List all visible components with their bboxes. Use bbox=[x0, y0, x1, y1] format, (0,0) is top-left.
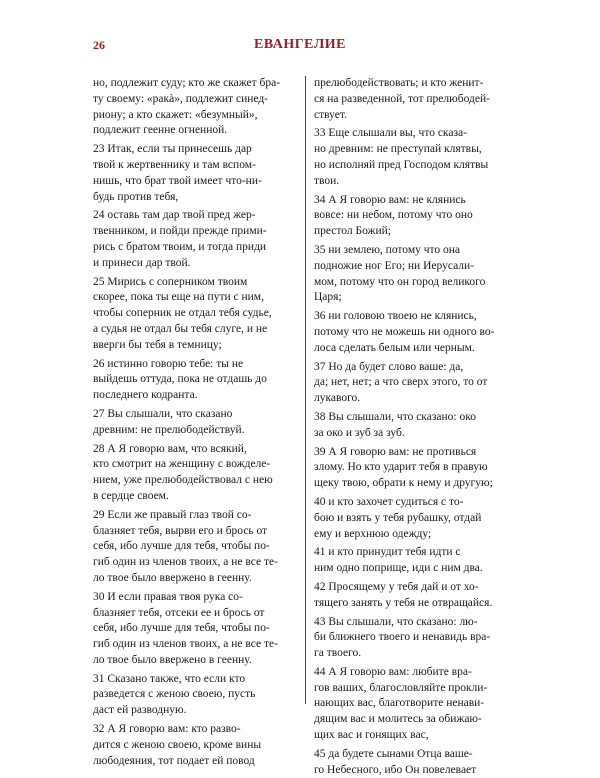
text-line: дится с женою своею, кроме вины bbox=[93, 738, 262, 751]
text-line: но древним: не преступай клятвы, bbox=[314, 143, 482, 156]
left-column bbox=[93, 76, 296, 769]
verse-block bbox=[314, 360, 507, 407]
verse-block bbox=[314, 545, 507, 577]
verse-block bbox=[93, 442, 296, 505]
text-line: щеку твою, обрати к нему и другую; bbox=[314, 477, 493, 490]
text-line: ним одно поприще, иди с ним два. bbox=[314, 562, 483, 575]
text-line: ту своему: «ракà», подлежит синед- bbox=[93, 92, 269, 105]
text-line: вверги бы тебя в темницу; bbox=[93, 338, 222, 351]
page-number: 26 bbox=[93, 38, 105, 52]
text-line: разведется с женою своею, пусть bbox=[93, 688, 256, 701]
text-line: би ближнего твоего и ненавидь вра- bbox=[314, 631, 491, 644]
verse-block bbox=[314, 309, 507, 356]
text-line: 45 да будете сынами Отца ваше- bbox=[314, 747, 473, 760]
text-line: щих вас и гонящих вас, bbox=[314, 729, 429, 742]
column-divider bbox=[305, 76, 306, 704]
text-line: 28 А Я говорю вам, что всякий, bbox=[93, 442, 247, 455]
text-line: любодеяния, тот подает ей повод bbox=[93, 754, 255, 767]
text-line: даст ей разводную. bbox=[93, 704, 187, 717]
text-line: га твоего. bbox=[314, 647, 362, 660]
text-line: нием, уже прелюбодействовал с нею bbox=[93, 474, 273, 487]
text-line: а судья не отдал бы тебя слуге, и не bbox=[93, 322, 268, 335]
verse-block bbox=[314, 445, 507, 492]
text-line: блазняет тебя, отсеки ее и брось от bbox=[93, 606, 265, 619]
text-line: ся на разведенной, тот прелюбодей- bbox=[314, 92, 490, 105]
running-title: ЕВАНГЕЛИЕ bbox=[253, 37, 346, 52]
text-line: лоса сделать белым или черным. bbox=[314, 341, 475, 354]
text-line: подлежит геенне огненной. bbox=[93, 124, 228, 137]
verse-block bbox=[314, 615, 507, 662]
text-line: и принеси дар твой. bbox=[93, 256, 191, 269]
text-line: 39 А Я говорю вам: не противься bbox=[314, 445, 477, 458]
verse-block bbox=[93, 208, 296, 271]
text-line: рись с братом твоим, и тогда приди bbox=[93, 240, 267, 253]
text-line: 43 Вы слышали, что сказано: лю- bbox=[314, 615, 478, 628]
text-line: риону; а кто скажет: «безумный», bbox=[93, 108, 258, 121]
text-line: нающих вас, благотворите ненави- bbox=[314, 697, 485, 710]
right-column bbox=[314, 76, 507, 778]
text-line: скорее, пока ты еще на пути с ним, bbox=[93, 291, 264, 304]
text-line: 33 Еще слышали вы, что сказа- bbox=[314, 127, 467, 140]
text-line: в сердце своем. bbox=[93, 489, 169, 502]
text-line: 30 И если правая твоя рука со- bbox=[93, 590, 243, 603]
text-line: 25 Мирись с соперником твоим bbox=[93, 275, 248, 288]
text-line: 36 ни головою твоею не клянись, bbox=[314, 310, 477, 323]
text-line: 24 оставь там дар твой пред жер- bbox=[93, 209, 256, 222]
text-line: ло твое было ввержено в геенну. bbox=[93, 571, 252, 584]
text-line: но, подлежит суду; кто же скажет бра- bbox=[93, 77, 281, 89]
text-line: ствует. bbox=[314, 108, 347, 121]
verse-block bbox=[93, 722, 296, 769]
text-line: 23 Итак, если ты принесешь дар bbox=[93, 143, 252, 156]
text-line: выйдешь оттуда, пока не отдашь до bbox=[93, 373, 267, 386]
text-line: 44 А Я говорю вам: любите вра- bbox=[314, 665, 472, 678]
verse-block bbox=[93, 275, 296, 354]
verse-block bbox=[93, 357, 296, 404]
text-line: будь против тебя, bbox=[93, 190, 179, 203]
text-line: твенником, и пойди прежде прими- bbox=[93, 225, 267, 238]
text-line: престол Божий; bbox=[314, 225, 392, 238]
text-line: древним: не прелюбодействуй. bbox=[93, 423, 245, 436]
text-line: потому что не можешь ни одного во- bbox=[314, 325, 495, 338]
text-line: 31 Сказано также, что если кто bbox=[93, 672, 246, 685]
text-line: 42 Просящему у тебя дай и от хо- bbox=[314, 580, 479, 593]
text-line: блазняет тебя, вырви его и брось от bbox=[93, 524, 268, 537]
text-line: себя, ибо лучше для тебя, чтобы по- bbox=[93, 622, 270, 635]
verse-block bbox=[93, 508, 296, 587]
verse-block bbox=[314, 193, 507, 240]
text-line: чтобы соперник не отдал тебя судье, bbox=[93, 307, 272, 320]
text-line: подножие ног Его; ни Иерусали- bbox=[314, 259, 475, 272]
text-line: 32 А Я говорю вам: кто разво- bbox=[93, 723, 241, 736]
text-line: 37 Но да будет слово ваше: да, bbox=[314, 360, 464, 373]
text-line: кто смотрит на женщину с вожделе- bbox=[93, 458, 271, 471]
verse-block bbox=[314, 495, 507, 542]
verse-block bbox=[93, 76, 296, 139]
verse-block bbox=[93, 407, 296, 439]
text-line: 35 ни землею, потому что она bbox=[314, 243, 461, 256]
verse-block bbox=[314, 665, 507, 744]
text-line: гов ваших, благословляйте прокли- bbox=[314, 681, 488, 694]
verse-block bbox=[314, 580, 507, 612]
text-line: 41 и кто принудит тебя идти с bbox=[314, 546, 461, 559]
text-line: дящим вас и молитесь за обижаю- bbox=[314, 713, 482, 726]
verse-block bbox=[93, 142, 296, 205]
text-line: 38 Вы слышали, что сказано: око bbox=[314, 410, 476, 423]
text-line: бою и взять у тебя рубашку, отдай bbox=[314, 511, 482, 524]
text-line: злому. Но кто ударит тебя в правую bbox=[314, 461, 488, 474]
text-line: ему и верхнюю одежду; bbox=[314, 527, 432, 540]
text-line: лукавого. bbox=[314, 392, 361, 405]
text-line: себя, ибо лучше для тебя, чтобы по- bbox=[93, 540, 270, 553]
verse-block bbox=[93, 590, 296, 669]
verse-block bbox=[314, 126, 507, 189]
verse-block bbox=[314, 747, 507, 778]
text-line: твой к жертвеннику и там вспом- bbox=[93, 158, 256, 171]
verse-block bbox=[314, 76, 507, 123]
text-line: мом, потому что он город великого bbox=[314, 275, 486, 288]
text-line: гиб один из членов твоих, а не все те- bbox=[93, 556, 278, 569]
text-line: нишь, что брат твой имеет что-ни- bbox=[93, 174, 262, 187]
text-line: гиб один из членов твоих, а не все те- bbox=[93, 638, 278, 651]
text-line: но исполняй пред Господом клятвы bbox=[314, 158, 489, 171]
verse-block bbox=[314, 410, 507, 442]
text-line: 34 А Я говорю вам: не клянись bbox=[314, 193, 466, 206]
text-line: тящего занять у тебя не отвращайся. bbox=[314, 596, 493, 609]
text-line: ло твое было ввержено в геенну. bbox=[93, 653, 252, 666]
text-line: вовсе: ни небом, потому что оно bbox=[314, 209, 473, 222]
text-line: прелюбодействовать; и кто женит- bbox=[314, 77, 484, 89]
text-line: да; нет, нет; а что сверх этого, то от bbox=[314, 376, 488, 389]
verse-block bbox=[93, 672, 296, 719]
verse-block bbox=[314, 243, 507, 306]
text-line: 26 истинно говорю тебе: ты не bbox=[93, 357, 244, 370]
text-line: 40 и кто захочет судиться с то- bbox=[314, 495, 464, 508]
text-line: твои. bbox=[314, 174, 340, 187]
text-line: 27 Вы слышали, что сказано bbox=[93, 407, 233, 420]
text-line: Царя; bbox=[314, 291, 342, 304]
text-line: последнего кодранта. bbox=[93, 389, 198, 402]
text-line: за око и зуб за зуб. bbox=[314, 426, 405, 439]
text-line: 29 Если же правый глаз твой со- bbox=[93, 508, 252, 521]
text-line: го Небесного, ибо Он повелевает bbox=[314, 763, 477, 776]
